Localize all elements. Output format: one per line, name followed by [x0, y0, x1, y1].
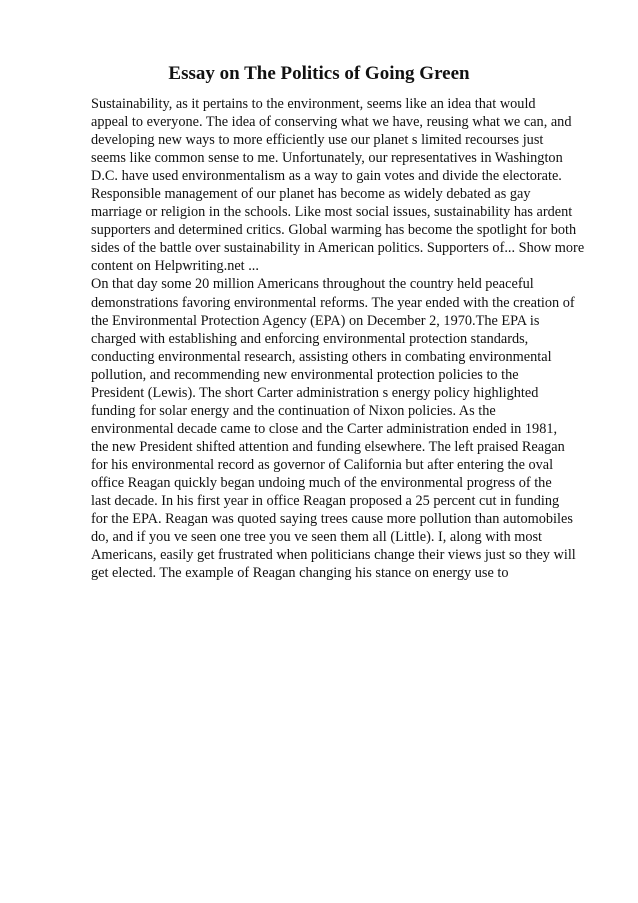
essay-line: content on Helpwriting.net ...	[91, 258, 259, 275]
essay-line: supporters and determined critics. Global warming has become the spotlight for both	[91, 222, 577, 239]
essay-line: Responsible management of our planet has become as widely debated as gay	[91, 186, 531, 203]
essay-line: office Reagan quickly began undoing much of the environmental progress of the	[91, 474, 552, 491]
essay-line: the Environmental Protection Agency (EPA) on December 2, 1970.The EPA is	[91, 312, 540, 329]
essay-line: seems like common sense to me. Unfortunately, our representatives in Washington	[91, 150, 563, 167]
essay-line: the new President shifted attention and funding elsewhere. The left praised Reagan	[91, 438, 565, 455]
essay-line: demonstrations favoring environmental reforms. The year ended with the creation of	[91, 294, 575, 311]
essay-line: charged with establishing and enforcing environmental protection standards,	[91, 330, 529, 347]
essay-line: developing new ways to more efficiently use our planet s limited recourses just	[91, 132, 544, 149]
essay-line: environmental decade came to close and the Carter administration ended in 1981,	[91, 420, 558, 437]
essay-line: conducting environmental research, assisting others in combating environmental	[91, 348, 552, 365]
essay-line: pollution, and recommending new environmental protection policies to the	[91, 366, 519, 383]
essay-line: for the EPA. Reagan was quoted saying trees cause more pollution than automobiles	[91, 511, 573, 528]
essay-line: get elected. The example of Reagan changing his stance on energy use to	[91, 565, 509, 582]
essay-body	[91, 95, 601, 582]
essay-line: marriage or religion in the schools. Like most social issues, sustainability has ardent	[91, 204, 573, 221]
essay-line: for his environmental record as governor of California but after entering the oval	[91, 456, 554, 473]
essay-line: President (Lewis). The short Carter administration s energy policy highlighted	[91, 384, 539, 401]
essay-line: funding for solar energy and the continuation of Nixon policies. As the	[91, 402, 496, 419]
essay-line: do, and if you ve seen one tree you ve seen them all (Little). I, along with most	[91, 529, 543, 546]
essay-line: sides of the battle over sustainability in American politics. Supporters of... Show more	[91, 240, 585, 257]
essay-line: last decade. In his first year in office Reagan proposed a 25 percent cut in funding	[91, 493, 560, 510]
essay-line: Americans, easily get frustrated when politicians change their views just so they will	[91, 547, 576, 564]
essay-line: appeal to everyone. The idea of conserving what we have, reusing what we can, and	[91, 114, 572, 131]
essay-line: Sustainability, as it pertains to the environment, seems like an idea that would	[91, 96, 536, 112]
essay-line: On that day some 20 million Americans throughout the country held peaceful	[91, 276, 534, 293]
essay-line: D.C. have used environmentalism as a way to gain votes and divide the electorate.	[91, 168, 562, 185]
essay-title: Essay on The Politics of Going Green	[168, 63, 470, 84]
